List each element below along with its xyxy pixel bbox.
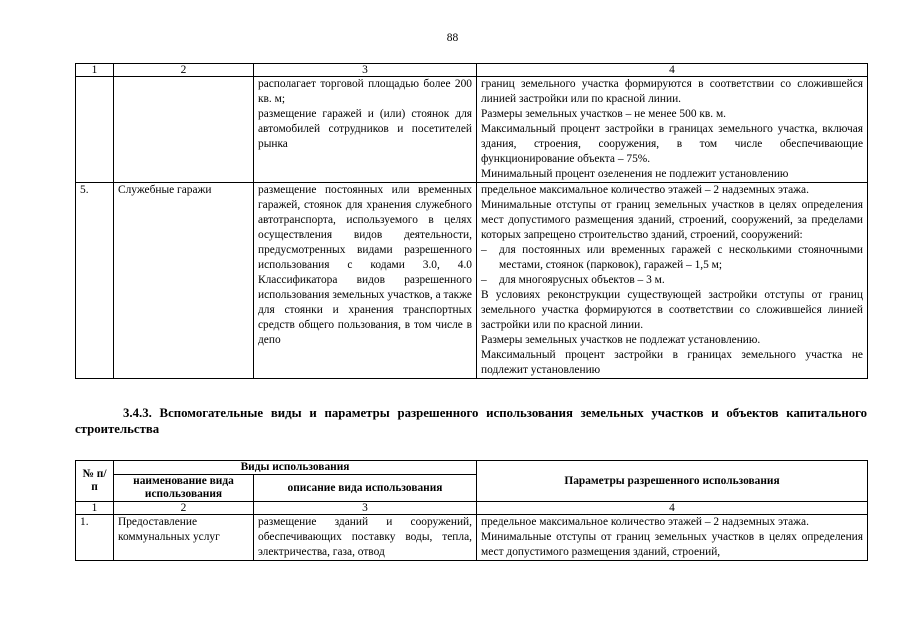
description-line: размещение гаражей и (или) стоянок для автомобилей сотрудников и посетителей рынка bbox=[258, 108, 472, 150]
use-name: Служебные гаражи bbox=[114, 183, 254, 379]
header-use-name: наименование вида использования bbox=[114, 475, 254, 502]
column-number: 4 bbox=[477, 502, 868, 515]
column-number: 3 bbox=[254, 64, 477, 77]
use-name bbox=[114, 77, 254, 183]
description-line: размещение постоянных или временных гаражей, стоянок для хранения служебного автотранспорта, используемого в целях осуществления видов деятельности, предусмотренных видами разрешенного использования с кодами 3.0, 4.0 Классификатора видов разрешенного использования земельных участков, а также для стоянки и хранения транспортных средств общего пользования, в том числе в депо bbox=[258, 184, 472, 346]
row-number: 5. bbox=[76, 183, 114, 379]
column-number: 1 bbox=[76, 64, 114, 77]
column-number-row bbox=[76, 64, 868, 77]
column-number: 3 bbox=[254, 502, 477, 515]
header-parameters: Параметры разрешенного использования bbox=[477, 461, 868, 502]
row-number bbox=[76, 77, 114, 183]
list-dash: – bbox=[481, 274, 487, 286]
parameter-line: Максимальный процент застройки в границах земельного участка не подлежит установлению bbox=[481, 349, 863, 376]
header-uses-group: Виды использования bbox=[114, 461, 477, 475]
use-name: Предоставление коммунальных услуг bbox=[114, 515, 254, 561]
column-number: 2 bbox=[114, 64, 254, 77]
table-row bbox=[76, 515, 868, 561]
section-heading: 3.4.3. Вспомогательные виды и параметры разрешенного использования земельных участков и объектов капитального строительства bbox=[75, 406, 867, 436]
use-description bbox=[254, 183, 477, 379]
parameter-line: предельное максимальное количество этажей – 2 надземных этажа. bbox=[481, 184, 809, 196]
use-parameters bbox=[477, 77, 868, 183]
parameter-line: Минимальные отступы от границ земельных участков в целях определения мест допустимого размещения зданий, строений, bbox=[481, 531, 863, 558]
table-row bbox=[76, 183, 868, 379]
use-description bbox=[254, 77, 477, 183]
parameter-line: Размеры земельных участков – не менее 500 кв. м. bbox=[481, 108, 727, 120]
row-number: 1. bbox=[76, 515, 114, 561]
parameter-list-item bbox=[481, 273, 863, 288]
header-use-description: описание вида использования bbox=[254, 475, 477, 502]
land-use-table-main bbox=[75, 63, 868, 379]
land-use-table-auxiliary bbox=[75, 460, 868, 561]
parameter-line: предельное максимальное количество этажей – 2 надземных этажа. bbox=[481, 516, 809, 528]
parameter-line: Минимальные отступы от границ земельных участков в целях определения мест допустимого размещения зданий, строений, сооружений, за пределами которых запрещено строительство зданий, строений, сооружений: bbox=[481, 199, 863, 241]
table-row bbox=[76, 77, 868, 183]
header-number: № п/п bbox=[76, 461, 114, 502]
use-description: размещение зданий и сооружений, обеспечивающих поставку воды, тепла, электричества, газа, отвод bbox=[254, 515, 477, 561]
list-dash: – bbox=[481, 244, 487, 256]
parameter-line: Минимальный процент озеленения не подлежит установлению bbox=[481, 168, 789, 180]
use-parameters bbox=[477, 183, 868, 379]
page-number: 88 bbox=[446, 32, 459, 44]
column-number: 1 bbox=[76, 502, 114, 515]
use-parameters bbox=[477, 515, 868, 561]
parameter-line: границ земельного участка формируются в соответствии со сложившейся линией застройки или по красной линии. bbox=[481, 78, 863, 105]
column-number: 2 bbox=[114, 502, 254, 515]
parameter-line: Максимальный процент застройки в границах земельного участка, включая здания, строения, сооружения, в том числе обеспечивающие функционирование объекта – 75%. bbox=[481, 123, 863, 165]
column-number-row bbox=[76, 502, 868, 515]
parameter-line: В условиях реконструкции существующей застройки отступы от границ земельного участка формируются в соответствии со сложившейся линией застройки или по красной линии. bbox=[481, 289, 863, 331]
column-number: 4 bbox=[477, 64, 868, 77]
parameter-list-item bbox=[481, 243, 863, 273]
list-item-text: для постоянных или временных гаражей с несколькими стояночными местами, стоянок (парковок), гаражей – 1,5 м; bbox=[499, 244, 863, 271]
header-row bbox=[76, 461, 868, 475]
parameter-line: Размеры земельных участков не подлежат установлению. bbox=[481, 334, 761, 346]
description-line: располагает торговой площадью более 200 кв. м; bbox=[258, 78, 472, 105]
list-item-text: для многоярусных объектов – 3 м. bbox=[499, 274, 665, 286]
